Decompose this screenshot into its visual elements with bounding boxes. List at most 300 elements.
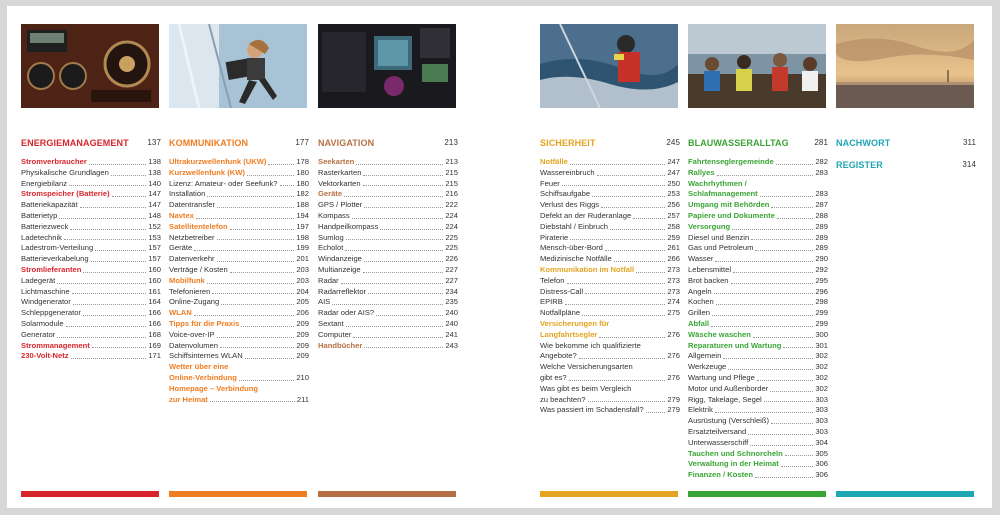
- toc-entry-title: Radar oder AIS?: [318, 308, 375, 318]
- dot-leader: [636, 272, 665, 273]
- toc-entry-page: 226: [445, 254, 458, 264]
- dot-leader: [344, 196, 443, 197]
- toc-entry-title: Strommanagement: [21, 340, 90, 350]
- toc-entry[interactable]: [21, 297, 161, 308]
- toc-entry-title: Generator: [21, 329, 56, 339]
- toc-entry-title: Abfall: [688, 318, 710, 328]
- toc-entry[interactable]: [540, 276, 680, 287]
- toc-entry-title: Physikalische Grundlagen: [21, 167, 109, 177]
- toc-entry[interactable]: [540, 168, 680, 179]
- toc-entry[interactable]: [688, 254, 828, 265]
- toc-entry[interactable]: [318, 200, 458, 211]
- toc-entry-page: 258: [667, 221, 680, 231]
- toc-entry-title: Diebstahl / Einbruch: [540, 221, 608, 231]
- dot-leader: [570, 164, 665, 165]
- toc-entry[interactable]: [688, 233, 828, 244]
- toc-entry-page: 283: [815, 167, 828, 177]
- toc-entry-title: EPIRB: [540, 297, 563, 307]
- toc-entry-title: Unterwasserschiff: [688, 437, 749, 447]
- toc-entry[interactable]: [688, 373, 828, 384]
- dot-leader: [748, 434, 813, 435]
- toc-entry-page: 276: [667, 372, 680, 382]
- toc-entry-page: 171: [148, 351, 161, 361]
- toc-entry[interactable]: [21, 200, 161, 211]
- dot-leader: [239, 380, 294, 381]
- toc-entry-page: 300: [815, 329, 828, 339]
- toc-entry[interactable]: [318, 330, 458, 341]
- dot-leader: [601, 207, 665, 208]
- toc-entry[interactable]: [688, 243, 828, 254]
- toc-entry-title: Medizinische Notfälle: [540, 254, 612, 264]
- toc-entry[interactable]: [688, 222, 828, 233]
- toc-entry[interactable]: [688, 157, 828, 168]
- toc-entry[interactable]: [540, 243, 680, 254]
- photo-sailor-at-helm: [540, 24, 678, 108]
- toc-entry-title: Fahrtenseglergemeinde: [688, 157, 774, 166]
- section-title: SICHERHEIT: [540, 138, 596, 148]
- dot-leader: [245, 358, 295, 359]
- dot-leader: [341, 283, 444, 284]
- toc-entry-title: Schiffsinternes WLAN: [169, 351, 243, 361]
- dot-leader: [346, 239, 444, 240]
- toc-entry[interactable]: [540, 287, 680, 298]
- dot-leader: [207, 283, 294, 284]
- toc-entry-page: 247: [667, 157, 680, 166]
- toc-entry[interactable]: [688, 330, 828, 341]
- toc-entry-title: Reparaturen und Wartung: [688, 340, 782, 350]
- toc-entry-page: 197: [296, 221, 309, 231]
- toc-entry-page: 157: [148, 243, 161, 253]
- toc-entry-title: Wartung und Pflege: [688, 372, 755, 382]
- dot-leader: [723, 358, 813, 359]
- toc-entry[interactable]: [540, 341, 680, 363]
- toc-entry-title: Wachrhythmen /: [688, 178, 747, 188]
- toc-entry[interactable]: [540, 233, 680, 244]
- dot-leader: [221, 304, 294, 305]
- section-heading-register: [836, 160, 976, 170]
- dot-leader: [711, 326, 813, 327]
- toc-entry-page: 211: [296, 394, 309, 404]
- toc-entry[interactable]: [688, 265, 828, 276]
- dot-leader: [614, 261, 666, 262]
- toc-entry[interactable]: [318, 308, 458, 319]
- toc-entry[interactable]: [169, 157, 309, 168]
- color-bar-teal: [836, 491, 974, 497]
- toc-entry-title: Diesel und Benzin: [688, 232, 750, 242]
- toc-entry[interactable]: [688, 287, 828, 298]
- color-bar-gold: [540, 491, 678, 497]
- dot-leader: [72, 293, 147, 294]
- photo-sunset-sea: [836, 24, 974, 108]
- toc-entry-title: Mobilfunk: [169, 275, 205, 285]
- toc-entry-title: Telefonieren: [169, 286, 211, 296]
- toc-entry[interactable]: [688, 459, 828, 470]
- toc-entry[interactable]: [318, 189, 458, 200]
- toc-entry[interactable]: [21, 287, 161, 298]
- toc-entry-page: 298: [815, 297, 828, 307]
- toc-entry[interactable]: [688, 341, 828, 352]
- toc-entry[interactable]: [318, 319, 458, 330]
- dot-leader: [268, 164, 294, 165]
- toc-entry-page: 169: [148, 340, 161, 350]
- dot-leader: [599, 337, 665, 338]
- toc-entry[interactable]: [169, 319, 309, 330]
- toc-entry-title: Angeln: [688, 286, 712, 296]
- toc-entry[interactable]: [540, 384, 680, 406]
- toc-entry-title: Handbücher: [318, 340, 363, 350]
- dot-leader: [73, 304, 147, 305]
- dot-leader: [66, 326, 147, 327]
- toc-entry[interactable]: [540, 319, 680, 341]
- toc-entry-title: Wassereinbruch: [540, 167, 595, 177]
- toc-entry-page: 243: [445, 340, 458, 350]
- toc-entry[interactable]: [169, 308, 309, 319]
- toc-entry[interactable]: [169, 265, 309, 276]
- toc-entry[interactable]: [688, 384, 828, 395]
- toc-entry-title: Allgemein: [688, 351, 722, 361]
- toc-entry[interactable]: [21, 211, 161, 222]
- toc-entry-title-cont: zu beachten?: [540, 394, 586, 404]
- toc-entry-page: 204: [296, 286, 309, 296]
- toc-entry[interactable]: [540, 200, 680, 211]
- dot-leader: [332, 304, 443, 305]
- toc-entry[interactable]: [169, 189, 309, 200]
- toc-entry[interactable]: [21, 351, 161, 362]
- toc-entry-page: 273: [667, 264, 680, 274]
- toc-entry-page: 205: [296, 297, 309, 307]
- toc-entry-title: Windanzeige: [318, 254, 362, 264]
- toc-entry[interactable]: [169, 297, 309, 308]
- toc-entry-title: AIS: [318, 297, 331, 307]
- toc-entry[interactable]: [688, 297, 828, 308]
- entry-list: [169, 157, 309, 405]
- color-bar-red: [21, 491, 159, 497]
- toc-entry[interactable]: [169, 222, 309, 233]
- toc-entry[interactable]: [318, 287, 458, 298]
- toc-entry[interactable]: [318, 297, 458, 308]
- toc-entry-title-cont: Langfahrtsegler: [540, 329, 598, 339]
- section-page: 245: [666, 138, 680, 147]
- dot-leader: [567, 283, 666, 284]
- toc-entry[interactable]: [318, 233, 458, 244]
- toc-entry-page: 305: [815, 448, 828, 458]
- toc-entry[interactable]: [688, 470, 828, 481]
- toc-entry-title: Windgenerator: [21, 297, 71, 307]
- toc-entry-page: 279: [667, 394, 680, 404]
- toc-entry[interactable]: [169, 384, 309, 406]
- toc-entry-page: 302: [815, 372, 828, 382]
- dot-leader: [562, 185, 665, 186]
- toc-entry[interactable]: [540, 189, 680, 200]
- toc-entry-page: 276: [667, 329, 680, 339]
- toc-entry-title: Datenverkehr: [169, 254, 215, 264]
- toc-entry[interactable]: [318, 157, 458, 168]
- toc-entry-title: Piraterie: [540, 232, 569, 242]
- section-page: 311: [962, 138, 976, 147]
- dot-leader: [592, 196, 665, 197]
- dot-leader: [363, 185, 444, 186]
- section-heading: [318, 138, 458, 148]
- toc-entry[interactable]: [169, 341, 309, 352]
- toc-entry-title: Tauchen und Schnorcheln: [688, 448, 783, 458]
- toc-entry[interactable]: [169, 254, 309, 265]
- toc-entry-title: Homepage – Verbindung: [169, 383, 259, 393]
- toc-entry[interactable]: [21, 254, 161, 265]
- dot-leader: [565, 304, 666, 305]
- toc-entry-title: Brot backen: [688, 275, 729, 285]
- toc-entry[interactable]: [540, 308, 680, 319]
- toc-entry[interactable]: [540, 254, 680, 265]
- toc-entry[interactable]: [540, 157, 680, 168]
- toc-entry[interactable]: [540, 222, 680, 233]
- dot-leader: [345, 250, 443, 251]
- toc-entry[interactable]: [169, 287, 309, 298]
- toc-entry[interactable]: [21, 189, 161, 200]
- toc-entry-page: 234: [445, 286, 458, 296]
- dot-leader: [582, 315, 665, 316]
- toc-entry-title: Online-Zugang: [169, 297, 220, 307]
- toc-entry[interactable]: [21, 319, 161, 330]
- toc-entry[interactable]: [169, 179, 309, 190]
- toc-entry[interactable]: [169, 330, 309, 341]
- toc-entry-title: Radar: [318, 275, 339, 285]
- toc-entry-title: Was gibt es beim Vergleich: [540, 383, 632, 393]
- toc-entry-page: 227: [445, 275, 458, 285]
- toc-entry-page: 275: [667, 308, 680, 318]
- toc-entry[interactable]: [688, 211, 828, 222]
- toc-entry[interactable]: [21, 276, 161, 287]
- dot-leader: [728, 369, 813, 370]
- toc-entry[interactable]: [169, 211, 309, 222]
- toc-entry[interactable]: [688, 362, 828, 373]
- dot-leader: [64, 239, 146, 240]
- toc-entry-title: Handpeilkompass: [318, 221, 379, 231]
- toc-entry[interactable]: [169, 362, 309, 384]
- dot-leader: [89, 164, 146, 165]
- toc-entry[interactable]: [688, 200, 828, 211]
- dot-leader: [364, 207, 443, 208]
- toc-entry-title: Kompass: [318, 210, 350, 220]
- section-title: NAVIGATION: [318, 138, 375, 148]
- dot-leader: [715, 412, 813, 413]
- toc-entry-page: 201: [296, 254, 309, 264]
- dot-leader: [605, 250, 665, 251]
- dot-leader: [91, 261, 147, 262]
- toc-entry[interactable]: [169, 200, 309, 211]
- color-bar-brown: [318, 491, 456, 497]
- dot-leader: [750, 445, 813, 446]
- toc-entry-title: GPS / Plotter: [318, 200, 363, 210]
- toc-entry-title: Tipps für die Praxis: [169, 318, 240, 328]
- toc-entry[interactable]: [318, 222, 458, 233]
- toc-entry-title: Stromspeicher (Batterie): [21, 189, 110, 199]
- toc-entry-title: Wie bekomme ich qualifizierte: [540, 340, 641, 350]
- color-bar-green: [688, 491, 826, 497]
- toc-entry-title: Schleppgenerator: [21, 308, 81, 318]
- toc-entry-page: 203: [296, 264, 309, 274]
- dot-leader: [230, 229, 295, 230]
- toc-entry-page: 209: [296, 318, 309, 328]
- toc-entry[interactable]: [688, 351, 828, 362]
- toc-entry[interactable]: [688, 395, 828, 406]
- toc-entry-title: Seekarten: [318, 157, 355, 166]
- toc-entry[interactable]: [21, 179, 161, 190]
- toc-entry[interactable]: [21, 330, 161, 341]
- toc-entry-page: 209: [296, 340, 309, 350]
- dot-leader: [217, 337, 295, 338]
- toc-entry-title-cont: Angebote?: [540, 351, 577, 361]
- dot-leader: [194, 315, 295, 316]
- toc-entry-page: 227: [445, 264, 458, 274]
- dot-leader: [755, 250, 813, 251]
- toc-entry-title: 230-Volt-Netz: [21, 351, 69, 361]
- toc-entry[interactable]: [318, 168, 458, 179]
- toc-entry-title: Was passiert im Schadensfall?: [540, 405, 644, 415]
- photo-instrument-panel: [21, 24, 159, 108]
- toc-entry[interactable]: [540, 211, 680, 222]
- toc-entry[interactable]: [169, 351, 309, 362]
- toc-entry[interactable]: [540, 405, 680, 416]
- dot-leader: [714, 293, 814, 294]
- dot-leader: [280, 185, 295, 186]
- toc-entry-title: Lichtmaschine: [21, 286, 70, 296]
- dot-leader: [71, 358, 147, 359]
- toc-entry[interactable]: [21, 308, 161, 319]
- toc-entry[interactable]: [21, 341, 161, 352]
- toc-entry-page: 241: [445, 329, 458, 339]
- toc-entry[interactable]: [21, 265, 161, 276]
- toc-entry-title: Verwaltung in der Heimat: [688, 459, 779, 469]
- entry-list: [21, 157, 161, 362]
- dot-leader: [241, 326, 294, 327]
- dot-leader: [57, 283, 146, 284]
- toc-entry-page: 180: [296, 178, 309, 188]
- toc-entry-title: Werkzeuge: [688, 362, 727, 372]
- toc-entry[interactable]: [688, 427, 828, 438]
- toc-entry-page: 147: [148, 189, 161, 199]
- toc-entry-title: Lebensmittel: [688, 264, 732, 274]
- section-page: 314: [962, 160, 976, 169]
- toc-entry[interactable]: [21, 168, 161, 179]
- dot-leader: [783, 347, 813, 348]
- dot-leader: [646, 412, 666, 413]
- dot-leader: [712, 315, 813, 316]
- toc-entry[interactable]: [21, 222, 161, 233]
- toc-entry[interactable]: [318, 265, 458, 276]
- toc-entry[interactable]: [169, 276, 309, 287]
- toc-entry-title: Rasterkarten: [318, 167, 362, 177]
- toc-entry-page: 213: [445, 157, 458, 166]
- toc-entry[interactable]: [688, 405, 828, 416]
- toc-entry[interactable]: [318, 179, 458, 190]
- toc-entry-page: 182: [296, 189, 309, 199]
- toc-entry-title: Multianzeige: [318, 264, 361, 274]
- toc-entry[interactable]: [688, 276, 828, 287]
- toc-entry[interactable]: [169, 243, 309, 254]
- toc-entry[interactable]: [540, 362, 680, 384]
- toc-entry-page: 289: [815, 221, 828, 231]
- toc-entry-page: 198: [296, 232, 309, 242]
- dot-leader: [376, 315, 443, 316]
- dot-leader: [771, 207, 813, 208]
- toc-entry-page: 273: [667, 275, 680, 285]
- toc-entry-page: 289: [815, 232, 828, 242]
- dot-leader: [92, 347, 147, 348]
- toc-entry-page: 306: [815, 459, 828, 469]
- toc-entry-page: 235: [445, 297, 458, 307]
- toc-entry[interactable]: [688, 179, 828, 201]
- dot-leader: [757, 380, 813, 381]
- dot-leader: [570, 239, 665, 240]
- dot-leader: [770, 391, 813, 392]
- dot-leader: [217, 239, 295, 240]
- toc-entry[interactable]: [688, 416, 828, 427]
- dot-leader: [112, 196, 147, 197]
- toc-entry-page: 276: [667, 351, 680, 361]
- dot-leader: [731, 283, 814, 284]
- toc-entry[interactable]: [21, 243, 161, 254]
- toc-entry-page: 250: [667, 178, 680, 188]
- toc-entry-title: Wäsche waschen: [688, 329, 751, 339]
- toc-entry[interactable]: [540, 297, 680, 308]
- toc-entry[interactable]: [540, 265, 680, 276]
- toc-entry-title: Voice-over-IP: [169, 329, 215, 339]
- toc-entry[interactable]: [318, 211, 458, 222]
- dot-leader: [764, 401, 814, 402]
- toc-entry-page: 147: [148, 200, 161, 210]
- toc-entry[interactable]: [540, 179, 680, 190]
- toc-entry-title: Welche Versicherungsarten: [540, 362, 633, 372]
- toc-entry-title: Echolot: [318, 243, 344, 253]
- toc-entry[interactable]: [21, 157, 161, 168]
- section-title: BLAUWASSERALLTAG: [688, 138, 789, 148]
- toc-entry[interactable]: [169, 233, 309, 244]
- toc-entry-page: 279: [667, 405, 680, 415]
- toc-entry-page: 140: [148, 178, 161, 188]
- toc-entry-title: Elektrik: [688, 405, 713, 415]
- section-page: 137: [147, 138, 161, 147]
- toc-entry[interactable]: [688, 438, 828, 449]
- toc-entry[interactable]: [688, 449, 828, 460]
- toc-entry[interactable]: [688, 308, 828, 319]
- toc-entry-title: Notfallpläne: [540, 308, 581, 318]
- toc-entry-title: Wasser: [688, 254, 714, 264]
- toc-entry[interactable]: [318, 276, 458, 287]
- toc-entry[interactable]: [318, 243, 458, 254]
- toc-entry-title: Telefon: [540, 275, 565, 285]
- dot-leader: [353, 337, 443, 338]
- dot-leader: [368, 293, 443, 294]
- dot-leader: [569, 380, 666, 381]
- toc-entry-page: 166: [148, 308, 161, 318]
- toc-entry-title: Notfälle: [540, 157, 568, 166]
- toc-entry-page: 302: [815, 351, 828, 361]
- toc-entry-title: Gas und Petroleum: [688, 243, 754, 253]
- toc-entry-title: Grillen: [688, 308, 710, 318]
- toc-entry[interactable]: [169, 168, 309, 179]
- toc-entry-page: 257: [667, 210, 680, 220]
- toc-entry-page: 292: [815, 264, 828, 274]
- toc-entry[interactable]: [688, 168, 828, 179]
- toc-entry[interactable]: [318, 254, 458, 265]
- toc-entry[interactable]: [318, 341, 458, 352]
- toc-entry[interactable]: [21, 233, 161, 244]
- dot-leader: [212, 293, 294, 294]
- toc-entry[interactable]: [688, 319, 828, 330]
- toc-entry-title: Energiebilanz: [21, 178, 68, 188]
- dot-leader: [230, 272, 295, 273]
- toc-entry-title-cont: zur Heimat: [169, 394, 208, 404]
